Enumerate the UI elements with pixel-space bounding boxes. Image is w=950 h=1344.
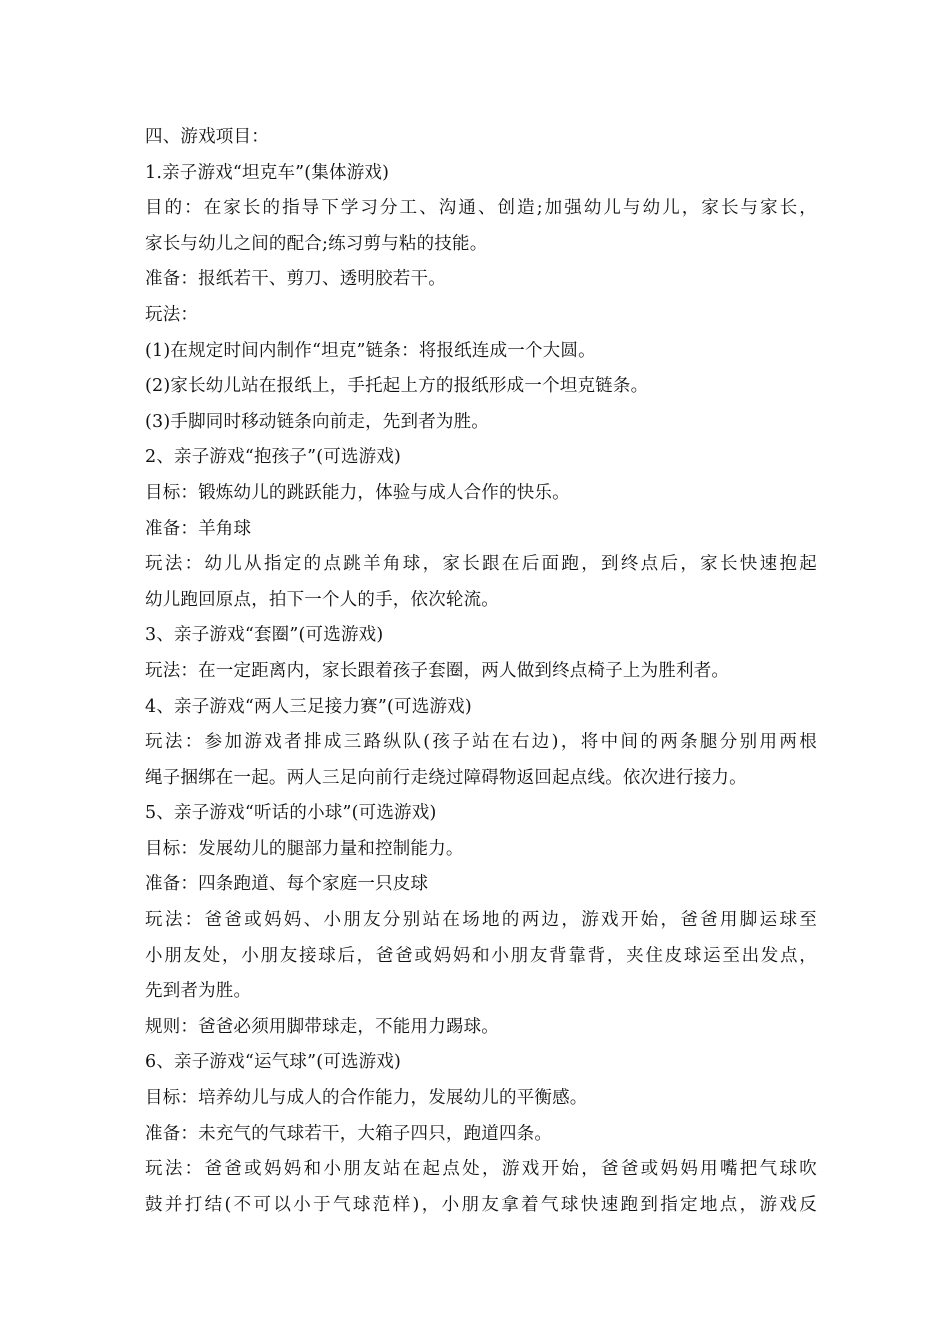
game-4-title: 4、亲子游戏“两人三足接力赛”(可选游戏) (145, 696, 472, 717)
game-2-preparation: 准备：羊角球 (145, 518, 252, 539)
game-5-rule: 规则：爸爸必须用脚带球走，不能用力踢球。 (145, 1016, 499, 1037)
game-6-play-line-1: 玩法：爸爸或妈妈和小朋友站在起点处，游戏开始，爸爸或妈妈用嘴把气球吹 (145, 1159, 817, 1180)
game-2-play-line-1: 玩法：幼儿从指定的点跳羊角球，家长跟在后面跑，到终点后，家长快速抱起 (145, 554, 817, 575)
game-3-title: 3、亲子游戏“套圈”(可选游戏) (145, 625, 384, 646)
section-heading: 四、游戏项目： (145, 127, 269, 147)
game-4-play-line-2: 绳子捆绑在一起。两人三足向前行走绕过障碍物返回起点线。依次进行接力。 (145, 767, 747, 788)
game-3-play: 玩法：在一定距离内，家长跟着孩子套圈，两人做到终点椅子上为胜利者。 (145, 660, 730, 681)
game-1-step-2: (2)家长幼儿站在报纸上，手托起上方的报纸形成一个坦克链条。 (145, 376, 649, 397)
game-2-play-line-2: 幼儿跑回原点，拍下一个人的手，依次轮流。 (145, 589, 499, 610)
game-5-play-line-2: 小朋友处，小朋友接球后，爸爸或妈妈和小朋友背靠背，夹住皮球运至出发点， (145, 945, 817, 966)
game-1-preparation: 准备：报纸若干、剪刀、透明胶若干。 (145, 269, 446, 290)
game-5-preparation: 准备：四条跑道、每个家庭一只皮球 (145, 874, 429, 895)
game-6-preparation: 准备：未充气的气球若干，大箱子四只，跑道四条。 (145, 1123, 553, 1144)
game-5-play-line-3: 先到者为胜。 (145, 981, 252, 1002)
game-1-purpose-line-2: 家长与幼儿之间的配合;练习剪与粘的技能。 (145, 233, 488, 254)
game-2-goal: 目标：锻炼幼儿的跳跃能力，体验与成人合作的快乐。 (145, 482, 570, 503)
game-1-step-1: (1)在规定时间内制作“坦克”链条：将报纸连成一个大圆。 (145, 340, 596, 361)
game-1-rules-heading: 玩法： (145, 304, 199, 325)
game-6-title: 6、亲子游戏“运气球”(可选游戏) (145, 1052, 402, 1073)
game-4-play-line-1: 玩法：参加游戏者排成三路纵队(孩子站在右边)，将中间的两条腿分别用两根 (145, 732, 817, 753)
game-6-goal: 目标：培养幼儿与成人的合作能力，发展幼儿的平衡感。 (145, 1088, 588, 1109)
game-2-title: 2、亲子游戏“抱孩子”(可选游戏) (145, 447, 402, 468)
game-5-play-line-1: 玩法：爸爸或妈妈、小朋友分别站在场地的两边，游戏开始，爸爸用脚运球至 (145, 910, 817, 931)
game-1-title: 1.亲子游戏“坦克车”(集体游戏) (145, 162, 390, 183)
game-1-purpose-line-1: 目的：在家长的指导下学习分工、沟通、创造;加强幼儿与幼儿，家长与家长， (145, 198, 817, 219)
game-5-title: 5、亲子游戏“听话的小球”(可选游戏) (145, 803, 437, 824)
game-5-goal: 目标：发展幼儿的腿部力量和控制能力。 (145, 838, 464, 859)
document-body (145, 120, 825, 1223)
game-6-play-line-2: 鼓并打结(不可以小于气球范样)，小朋友拿着气球快速跑到指定地点，游戏反 (145, 1194, 817, 1215)
game-1-step-3: (3)手脚同时移动链条向前走，先到者为胜。 (145, 411, 489, 432)
